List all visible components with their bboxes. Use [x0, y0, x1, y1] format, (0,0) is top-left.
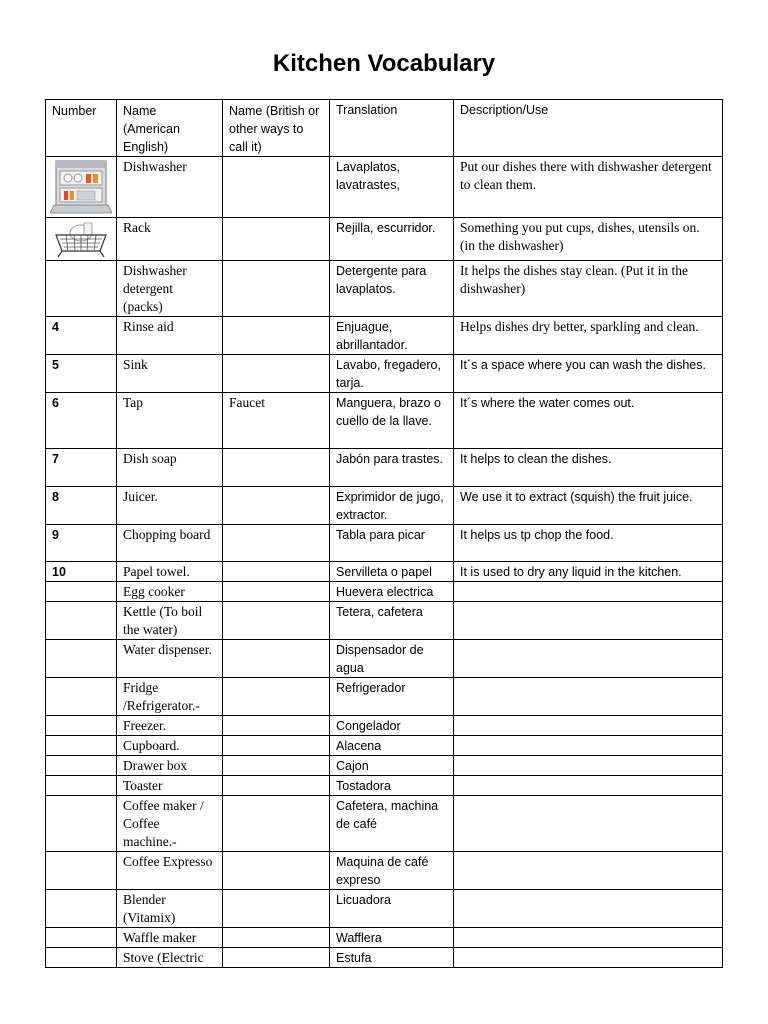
table-row	[46, 852, 723, 890]
description-cell	[454, 928, 723, 948]
table-row	[46, 355, 723, 393]
row-number	[46, 890, 117, 928]
row-number: 7	[46, 449, 117, 487]
table-row	[46, 218, 723, 261]
name-american-cell: Water dispenser.	[117, 640, 223, 678]
name-american-cell: Toaster	[117, 776, 223, 796]
name-british-cell	[223, 582, 330, 602]
translation-cell: Servilleta o papel	[330, 562, 454, 582]
name-american-cell: Rack	[117, 218, 223, 261]
dishwasher-icon	[50, 159, 112, 215]
translation-cell: Lavabo, fregadero, tarja.	[330, 355, 454, 393]
description-cell: It helps us tp chop the food.	[454, 525, 723, 562]
name-american-cell: Freezer.	[117, 716, 223, 736]
translation-cell: Cafetera, machina de café	[330, 796, 454, 852]
translation-cell: Lavaplatos, lavatrastes,	[330, 157, 454, 218]
description-cell: It´s where the water comes out.	[454, 393, 723, 449]
name-british-cell	[223, 355, 330, 393]
translation-cell: Cajon	[330, 756, 454, 776]
translation-cell: Tabla para picar	[330, 525, 454, 562]
name-british-cell	[223, 602, 330, 640]
table-row	[46, 756, 723, 776]
row-number: 10	[46, 562, 117, 582]
translation-cell: Jabón para trastes.	[330, 449, 454, 487]
description-cell	[454, 716, 723, 736]
name-british-cell	[223, 736, 330, 756]
table-row	[46, 261, 723, 317]
row-number: 8	[46, 487, 117, 525]
table-row	[46, 562, 723, 582]
name-british-cell	[223, 261, 330, 317]
description-cell	[454, 796, 723, 852]
row-number	[46, 796, 117, 852]
name-american-cell: Papel towel.	[117, 562, 223, 582]
table-row	[46, 157, 723, 218]
name-british-cell	[223, 716, 330, 736]
row-number: 6	[46, 393, 117, 449]
description-cell	[454, 890, 723, 928]
translation-cell: Dispensador de agua	[330, 640, 454, 678]
name-british-cell	[223, 776, 330, 796]
name-british-cell	[223, 218, 330, 261]
translation-cell: Estufa	[330, 948, 454, 968]
name-british-cell	[223, 640, 330, 678]
description-cell	[454, 678, 723, 716]
table-row	[46, 582, 723, 602]
translation-cell: Tostadora	[330, 776, 454, 796]
table-row	[46, 890, 723, 928]
translation-cell: Refrigerador	[330, 678, 454, 716]
translation-cell: Tetera, cafetera	[330, 602, 454, 640]
name-american-cell: Kettle (To boil the water)	[117, 602, 223, 640]
header-name-american: Name (American English)	[117, 100, 223, 157]
description-cell: Helps dishes dry better, sparkling and clean.	[454, 317, 723, 355]
row-number	[46, 602, 117, 640]
row-number: 9	[46, 525, 117, 562]
table-row	[46, 716, 723, 736]
name-american-cell: Chopping board	[117, 525, 223, 562]
name-american-cell: Tap	[117, 393, 223, 449]
name-american-cell: Cupboard.	[117, 736, 223, 756]
name-american-cell: Fridge /Refrigerator.-	[117, 678, 223, 716]
name-british-cell	[223, 928, 330, 948]
table-row	[46, 948, 723, 968]
header-number: Number	[46, 100, 117, 157]
table-row	[46, 776, 723, 796]
name-british-cell	[223, 678, 330, 716]
translation-cell: Maquina de café expreso	[330, 852, 454, 890]
description-cell	[454, 736, 723, 756]
header-translation: Translation	[330, 100, 454, 157]
name-british-cell	[223, 852, 330, 890]
name-american-cell: Coffee Expresso	[117, 852, 223, 890]
translation-cell: Huevera electrica	[330, 582, 454, 602]
dish-rack-image	[46, 218, 117, 261]
row-number	[46, 640, 117, 678]
row-number: 4	[46, 317, 117, 355]
description-cell: It is used to dry any liquid in the kitchen.	[454, 562, 723, 582]
description-cell	[454, 948, 723, 968]
description-cell: It helps the dishes stay clean. (Put it in the dishwasher)	[454, 261, 723, 317]
table-row	[46, 678, 723, 716]
row-number	[46, 776, 117, 796]
translation-cell: Wafflera	[330, 928, 454, 948]
name-american-cell: Stove (Electric	[117, 948, 223, 968]
description-cell: Put our dishes there with dishwasher detergent to clean them.	[454, 157, 723, 218]
row-number	[46, 928, 117, 948]
description-cell: It helps to clean the dishes.	[454, 449, 723, 487]
dishwasher-image	[46, 157, 117, 218]
table-row	[46, 525, 723, 562]
name-british-cell	[223, 890, 330, 928]
description-cell: It´s a space where you can wash the dishes.	[454, 355, 723, 393]
name-british-cell	[223, 525, 330, 562]
name-american-cell: Drawer box	[117, 756, 223, 776]
row-number	[46, 948, 117, 968]
name-american-cell: Dishwasher detergent (packs)	[117, 261, 223, 317]
table-row	[46, 928, 723, 948]
name-british-cell	[223, 317, 330, 355]
vocabulary-table	[45, 99, 723, 968]
name-american-cell: Dish soap	[117, 449, 223, 487]
name-british-cell	[223, 948, 330, 968]
translation-cell: Alacena	[330, 736, 454, 756]
translation-cell: Congelador	[330, 716, 454, 736]
description-cell	[454, 852, 723, 890]
translation-cell: Rejilla, escurridor.	[330, 218, 454, 261]
table-row	[46, 487, 723, 525]
name-american-cell: Egg cooker	[117, 582, 223, 602]
table-row	[46, 602, 723, 640]
description-cell	[454, 602, 723, 640]
row-number	[46, 852, 117, 890]
name-british-cell: Faucet	[223, 393, 330, 449]
header-row	[46, 100, 723, 157]
row-number	[46, 678, 117, 716]
name-american-cell: Coffee maker / Coffee machine.-	[117, 796, 223, 852]
name-american-cell: Sink	[117, 355, 223, 393]
row-number	[46, 736, 117, 756]
description-cell	[454, 756, 723, 776]
header-name-british: Name (British or other ways to call it)	[223, 100, 330, 157]
name-american-cell: Dishwasher	[117, 157, 223, 218]
table-row	[46, 796, 723, 852]
name-american-cell: Rinse aid	[117, 317, 223, 355]
name-american-cell: Blender (Vitamix)	[117, 890, 223, 928]
table-row	[46, 736, 723, 756]
translation-cell: Manguera, brazo o cuello de la llave.	[330, 393, 454, 449]
description-cell: Something you put cups, dishes, utensils on. (in the dishwasher)	[454, 218, 723, 261]
table-row	[46, 317, 723, 355]
name-british-cell	[223, 487, 330, 525]
name-american-cell: Juicer.	[117, 487, 223, 525]
table-row	[46, 449, 723, 487]
table-row	[46, 640, 723, 678]
name-british-cell	[223, 449, 330, 487]
description-cell	[454, 776, 723, 796]
page-title: Kitchen Vocabulary	[272, 50, 496, 77]
row-number	[46, 582, 117, 602]
translation-cell: Detergente para lavaplatos.	[330, 261, 454, 317]
translation-cell: Exprimidor de jugo, extractor.	[330, 487, 454, 525]
row-number	[46, 261, 117, 317]
row-number	[46, 756, 117, 776]
name-american-cell: Waffle maker	[117, 928, 223, 948]
row-number: 5	[46, 355, 117, 393]
header-description: Description/Use	[454, 100, 723, 157]
name-british-cell	[223, 157, 330, 218]
description-cell: We use it to extract (squish) the fruit juice.	[454, 487, 723, 525]
translation-cell: Enjuague, abrillantador.	[330, 317, 454, 355]
name-british-cell	[223, 796, 330, 852]
description-cell	[454, 582, 723, 602]
dish-rack-icon	[50, 219, 112, 259]
row-number	[46, 716, 117, 736]
description-cell	[454, 640, 723, 678]
table-row	[46, 393, 723, 449]
name-british-cell	[223, 756, 330, 776]
name-british-cell	[223, 562, 330, 582]
translation-cell: Licuadora	[330, 890, 454, 928]
